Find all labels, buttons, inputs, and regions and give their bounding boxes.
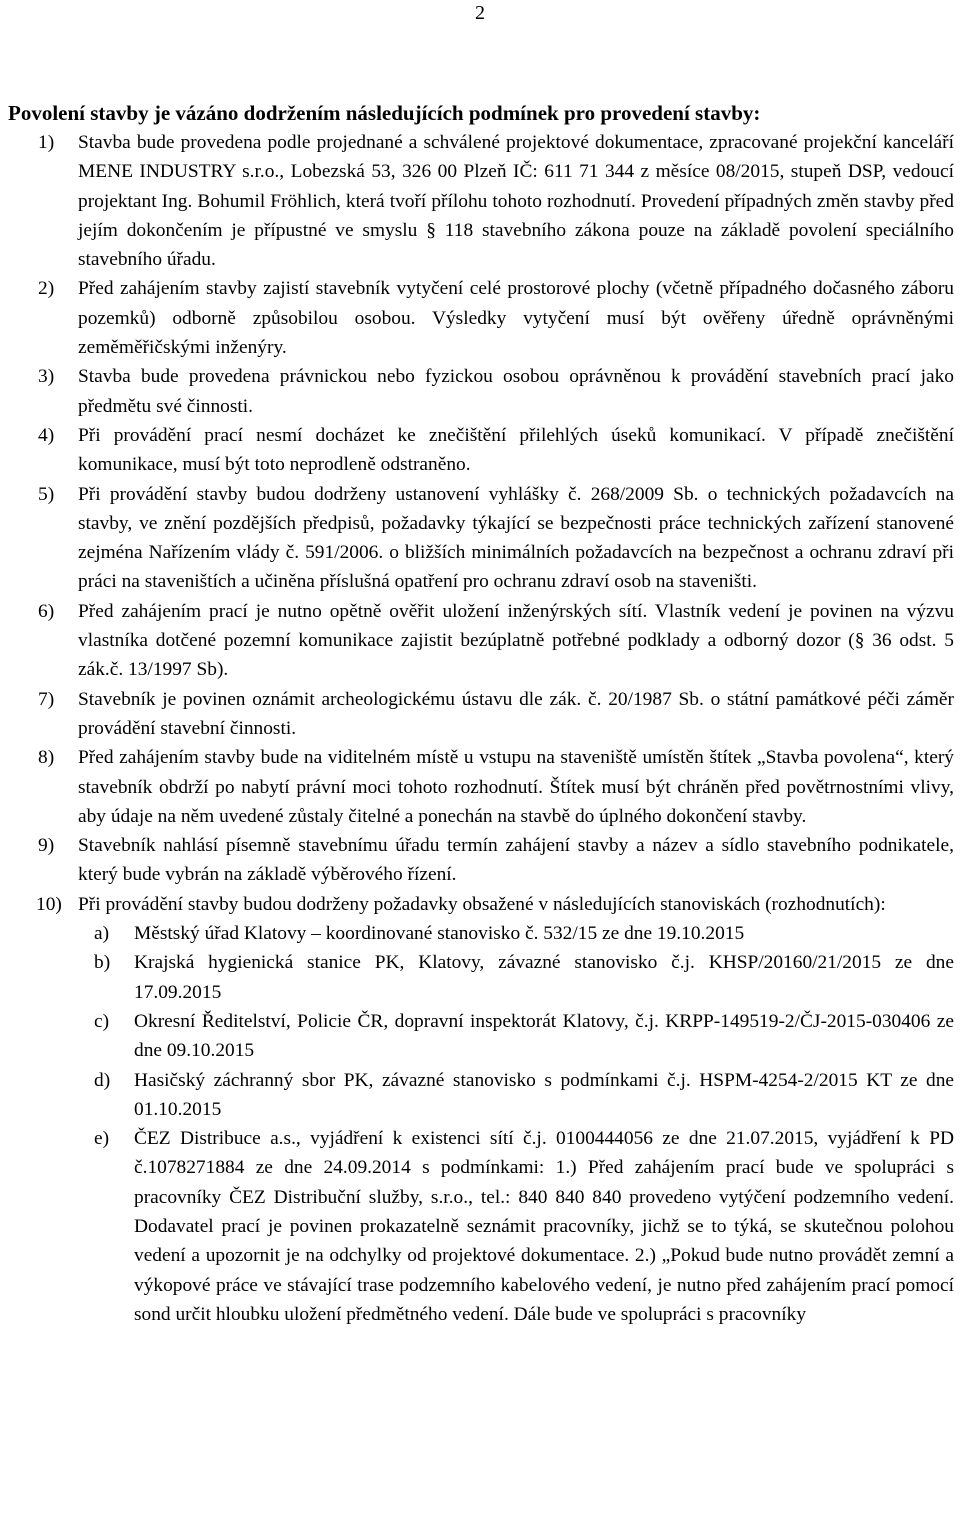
opinion-item <box>0 919 960 948</box>
condition-number: 10) <box>36 893 62 915</box>
page-number: 2 <box>475 2 485 24</box>
opinion-letter: a) <box>94 923 110 945</box>
condition-number: 6) <box>38 600 55 622</box>
condition-number: 1) <box>38 132 55 153</box>
condition-item <box>0 831 960 890</box>
condition-text: Před zahájením prací je nutno opětně ověřit uložení inženýrských sítí. Vlastník vedení je povinen na výzvu vlastníka dotčené pozemní komunikace zajistit bezúplatně potřebné podklady a odborný dozor (§ 36 odst. 5 zák.č. 13/1997 Sb). <box>78 600 954 681</box>
opinion-item <box>0 948 960 1007</box>
conditions-heading: Povolení stavby je vázáno dodržením následujících podmínek pro provedení stavby: <box>8 101 761 125</box>
condition-item <box>0 274 960 362</box>
condition-text: Před zahájením stavby zajistí stavebník vytyčení celé prostorové plochy (včetně případného dočasného záboru pozemků) odborně způsobilou osobou. Výsledky vytyčení musí být ověřeny úředně oprávněnými zeměměřičskými inženýry. <box>78 278 954 359</box>
condition-number: 4) <box>38 424 55 446</box>
condition-item <box>0 421 960 480</box>
condition-text: Stavba bude provedena podle projednané a schválené projektové dokumentace, zpracované projekční kanceláří MENE INDUSTRY s.r.o., Lobezská 53, 326 00 Plzeň IČ: 611 71 344 z měsíce 08/2015, stupeň DSP, vedoucí projektant Ing. Bohumil Fröhlich, která tvoří přílohu tohoto rozhodnutí. Provedení případných změn stavby před jejím dokončením je přípustné ve smyslu § 118 stavebního zákona pouze na základě povolení speciálního stavebního úřadu. <box>78 132 954 271</box>
opinion-text: Hasičský záchranný sbor PK, závazné stanovisko s podmínkami č.j. HSPM-4254-2/2015 KT ze dne 01.10.2015 <box>134 1069 954 1120</box>
condition-number: 9) <box>38 835 55 857</box>
opinion-item <box>0 1066 960 1125</box>
opinion-item <box>0 1007 960 1066</box>
opinion-text: ČEZ Distribuce a.s., vyjádření k existenci sítí č.j. 0100444056 ze dne 21.07.2015, vyjádření k PD č.1078271884 ze dne 24.09.2014 s podmínkami: 1.) Před zahájením prací bude ve spolupráci s pracovníky ČEZ Distribuční služby, s.r.o., tel.: 840 840 840 provedeno vytýčení podzemního vedení. Dodavatel prací je povinen prokazatelně seznámit pracovníky, jichž se to týká, se skutečnou polohou vedení a upozornit je na odchylky od projektové dokumentace. 2.) „Pokud bude nutno provádět zemní a výkopové práce ve stávající trase podzemního kabelového vedení, je nutno před zahájením prací pomocí sond určit hloubku uložení předmětného vedení. Dále bude ve spolupráci s pracovníky <box>134 1128 954 1325</box>
condition-text: Stavebník nahlásí písemně stavebnímu úřadu termín zahájení stavby a název a sídlo stavebního podnikatele, který bude vybrán na základě výběrového řízení. <box>78 835 954 886</box>
opinion-text: Krajská hygienická stanice PK, Klatovy, závazné stanovisko č.j. KHSP/20160/21/2015 ze dne 17.09.2015 <box>134 952 954 1003</box>
condition-number: 8) <box>38 747 55 769</box>
opinions-list <box>0 919 960 1329</box>
opinion-text: Okresní Ředitelství, Policie ČR, dopravní inspektorát Klatovy, č.j. KRPP-149519-2/ČJ-2015-030406 ze dne 09.10.2015 <box>134 1010 954 1062</box>
opinion-letter: b) <box>94 952 111 974</box>
condition-text: Při provádění stavby budou dodrženy ustanovení vyhlášky č. 268/2009 Sb. o technických požadavcích na stavby, ve znění pozdějších předpisů, požadavky týkající se bezpečnosti práce technických zařízení stanovené zejména Nařízením vlády č. 591/2006. o bližších minimálních požadavcích na bezpečnost a ochranu zdraví při práci na staveništích a učiněna příslušná opatření pro ochranu zdraví osob na staveništi. <box>78 483 954 593</box>
condition-number: 5) <box>38 483 55 505</box>
condition-number: 7) <box>38 688 55 710</box>
condition-text: Stavebník je povinen oznámit archeologickému ústavu dle zák. č. 20/1987 Sb. o státní památkové péči záměr provádění stavební činnosti. <box>78 688 954 739</box>
condition-item <box>0 743 960 831</box>
condition-item <box>0 685 960 744</box>
condition-text: Při provádění prací nesmí docházet ke znečištění přilehlých úseků komunikací. V případě znečištění komunikace, musí být toto neprodleně odstraněno. <box>78 424 954 476</box>
opinion-letter: d) <box>94 1069 111 1091</box>
condition-number: 3) <box>38 366 55 388</box>
condition-item <box>0 128 960 274</box>
opinion-item <box>0 1124 960 1329</box>
condition-number: 2) <box>38 278 55 300</box>
opinion-text: Městský úřad Klatovy – koordinované stanovisko č. 532/15 ze dne 19.10.2015 <box>134 923 745 945</box>
opinion-letter: e) <box>94 1128 110 1150</box>
condition-item <box>0 480 960 597</box>
condition-item <box>0 890 960 919</box>
condition-item <box>0 362 960 421</box>
opinion-letter: c) <box>94 1010 110 1032</box>
condition-item <box>0 597 960 685</box>
condition-text: Při provádění stavby budou dodrženy požadavky obsažené v následujících stanoviskách (rozhodnutích): <box>78 893 886 915</box>
conditions-list <box>0 128 960 1329</box>
condition-text: Před zahájením stavby bude na viditelném místě u vstupu na staveniště umístěn štítek „Stavba povolena“, který stavebník obdrží po nabytí právní moci tohoto rozhodnutí. Štítek musí být chráněn před povětrnostními vlivy, aby údaje na něm uvedené zůstaly čitelné a ponechán na stavbě do úplného dokončení stavby. <box>78 747 954 827</box>
condition-text: Stavba bude provedena právnickou nebo fyzickou osobou oprávněnou k provádění stavebních prací jako předmětu své činnosti. <box>78 366 954 417</box>
